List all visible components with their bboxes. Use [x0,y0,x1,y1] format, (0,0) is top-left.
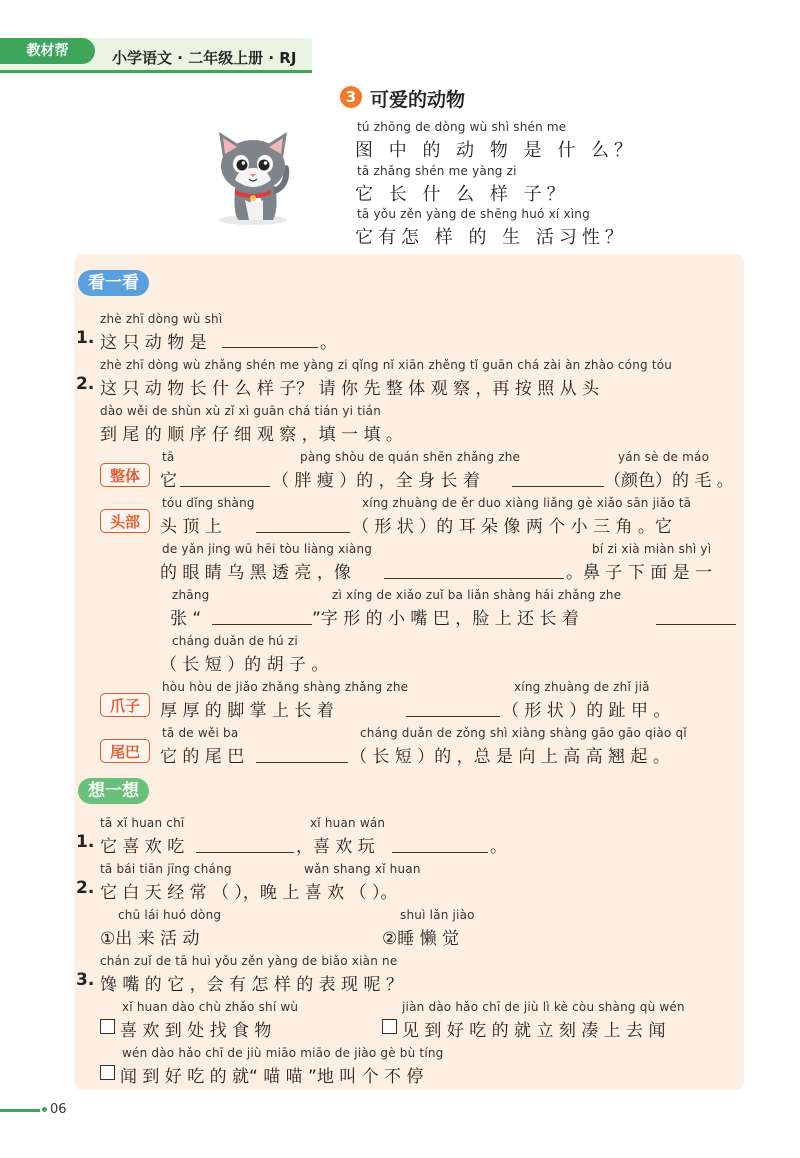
think-section-badge: 想一想 [78,778,149,804]
think-q1-end: 。 [490,837,507,857]
lesson-number: 3 [340,86,362,108]
eye-text-a: 的 眼 睛 乌 黑 透 亮 ，像 [160,563,351,583]
see-q2b-text: 到 尾 的 顺 序 仔 细 观 察 ，填 一 填 。 [100,425,403,445]
see-q2-pinyin: zhè zhī dòng wù zhǎng shén me yàng zi qǐng nǐ xiān zhěng tǐ guān chá zài àn zhào cóng tóu [100,358,673,372]
think-q1-blank-2[interactable] [392,852,488,853]
intro-question-3: 它有怎 样 的 生 活习性？ [355,227,628,248]
choice-2-checkbox[interactable] [382,1019,397,1034]
whole-text-b: （ 胖 瘦 ）的 ，全 身 长 着 [272,471,480,491]
whole-text-a: 它 [160,471,177,491]
eye-pinyin-2: bí zi xià miàn shì yì [592,542,712,556]
head-text-b: （ 形 状 ）的 耳 朵 像 两 个 小 三 角 。它 [352,517,672,537]
see-q1-pinyin: zhè zhī dòng wù shì [100,312,223,326]
paw-blank[interactable] [406,716,500,717]
choice-3-checkbox[interactable] [100,1065,115,1080]
whole-pinyin-1: tā [162,450,175,464]
tail-text-b: （ 长 短 ）的 ，总 是 向 上 高 高 翘 起 。 [350,747,670,767]
page-number-dot [42,1107,47,1112]
choice-1-text: 喜 欢 到 处 找 食 物 [120,1021,272,1041]
intro-question-1: 图 中 的 动 物 是 什 么？ [355,140,638,161]
see-q1-end: 。 [320,333,337,353]
mouth-text-a: 张 “ [170,609,202,629]
choice-1-pinyin: xǐ huan dào chù zhǎo shí wù [122,1000,299,1014]
page-number: 06 [50,1102,67,1117]
see-q2-text: 这 只 动 物 长 什 么 样 子？ 请 你 先 整 体 观 察 ，再 按 照 从 头 [100,379,600,399]
paw-text-b: （ 形 状 ）的 趾 甲 。 [502,701,671,721]
head-pinyin-1: tóu dǐng shàng [162,496,255,510]
tag-tail: 尾巴 [100,739,150,763]
think-q1-text-a: 它 喜 欢 吃 [100,837,185,857]
whole-pinyin-2: pàng shòu de quán shēn zhǎng zhe [300,450,521,464]
head-blank[interactable] [256,532,350,533]
mouth-blank-2[interactable] [656,624,736,625]
mouth-pinyin-1: zhāng [172,588,210,602]
choice-2-text: 见 到 好 吃 的 就 立 刻 凑 上 去 闻 [402,1021,666,1041]
whole-blank-2[interactable] [512,486,604,487]
tail-blank[interactable] [256,762,348,763]
think-q1-pinyin-2: xǐ huan wán [310,816,386,830]
choice-2-pinyin: jiàn dào hǎo chī de jiù lì kè còu shàng qù wén [402,1000,685,1014]
whole-blank-1[interactable] [180,486,270,487]
mouth-blank-1[interactable] [212,624,312,625]
paw-pinyin-1: hòu hòu de jiǎo zhǎng shàng zhǎng zhe [162,680,409,694]
choice-1-checkbox[interactable] [100,1019,115,1034]
think-q1-pinyin-1: tā xǐ huan chī [100,816,185,830]
tag-whole: 整体 [100,463,150,487]
intro-question-2: 它 长 什 么 样 子？ [355,184,570,205]
see-q2-number: 2. [76,374,95,394]
cat-illustration [205,128,300,228]
eye-text-b: 。鼻 子 下 面 是 一 [566,563,713,583]
eye-pinyin-1: de yǎn jing wū hēi tòu liàng xiàng [162,542,373,556]
header-underline [0,70,312,73]
think-q2-text: 它 白 天 经 常 （ ），晚 上 喜 欢 （ ）。 [100,883,398,903]
intro-pinyin-2: tā zhǎng shén me yàng zi [357,164,517,178]
tail-text-a: 它 的 尾 巴 [160,747,245,767]
whole-pinyin-3: yán sè de máo [618,450,710,464]
paw-text-a: 厚 厚 的 脚 掌 上 长 着 [160,701,334,721]
see-q1-number: 1. [76,328,95,348]
paw-pinyin-2: xíng zhuàng de zhǐ jiǎ [514,680,650,694]
tag-head: 头部 [100,509,150,533]
beard-text: （ 长 短 ）的 胡 子 。 [160,655,329,675]
think-q1-blank-1[interactable] [196,852,294,853]
header-tag: 教材帮 [0,38,95,64]
head-pinyin-2: xíng zhuàng de ěr duo xiàng liǎng gè xiǎo sān jiǎo tā [362,496,692,510]
choice-3-text: 闻 到 好 吃 的 就“ 喵 喵 ”地 叫 个 不 停 [120,1067,424,1087]
see-q1-text: 这 只 动 物 是 [100,333,207,353]
think-q1-number: 1. [76,832,95,852]
think-q1-text-b: ，喜 欢 玩 [296,837,375,857]
mouth-text-b: ”字 形 的 小 嘴 巴 ，脸 上 还 长 着 [312,609,579,629]
see-section-badge: 看一看 [78,270,149,296]
mouth-pinyin-2: zì xíng de xiǎo zuǐ ba liǎn shàng hái zhǎng zhe [332,588,622,602]
think-q2-pinyin-2: wǎn shang xǐ huan [304,862,421,876]
option-2-pinyin: shuì lǎn jiào [400,908,475,922]
think-q3-number: 3. [76,970,95,990]
see-q2b-pinyin: dào wěi de shùn xù zǐ xì guān chá tián yi tián [100,404,382,418]
header-title: 小学语文 · 二年级上册 · RJ [112,49,297,67]
page-number-line [0,1109,40,1112]
choice-3-pinyin: wén dào hǎo chī de jiù miāo miāo de jiào gè bù tíng [122,1046,444,1060]
tail-pinyin-1: tā de wěi ba [162,726,239,740]
see-q1-blank[interactable] [222,347,318,348]
tag-paw: 爪子 [100,693,150,717]
head-text-a: 头 顶 上 [160,517,222,537]
think-q2-pinyin-1: tā bái tiān jīng cháng [100,862,232,876]
whole-text-c: （颜色）的 毛 。 [604,471,734,491]
beard-pinyin: cháng duǎn de hú zi [172,634,298,648]
tail-pinyin-2: cháng duǎn de zǒng shì xiàng shàng gāo gāo qiào qǐ [360,726,687,740]
option-2-text: ②睡 懒 觉 [382,929,460,949]
intro-pinyin-3: tā yǒu zěn yàng de shēng huó xí xìng [357,207,590,221]
option-1-text: ①出 来 活 动 [100,929,200,949]
eye-blank[interactable] [384,578,564,579]
think-q3-pinyin: chán zuǐ de tā huì yǒu zěn yàng de biǎo xiàn ne [100,954,398,968]
lesson-title: 可爱的动物 [370,89,466,111]
think-q2-number: 2. [76,878,95,898]
intro-pinyin-1: tú zhōng de dòng wù shì shén me [357,120,567,134]
think-q3-text: 馋 嘴 的 它 ，会 有 怎 样 的 表 现 呢 ？ [100,975,403,995]
option-1-pinyin: chū lái huó dòng [118,908,222,922]
